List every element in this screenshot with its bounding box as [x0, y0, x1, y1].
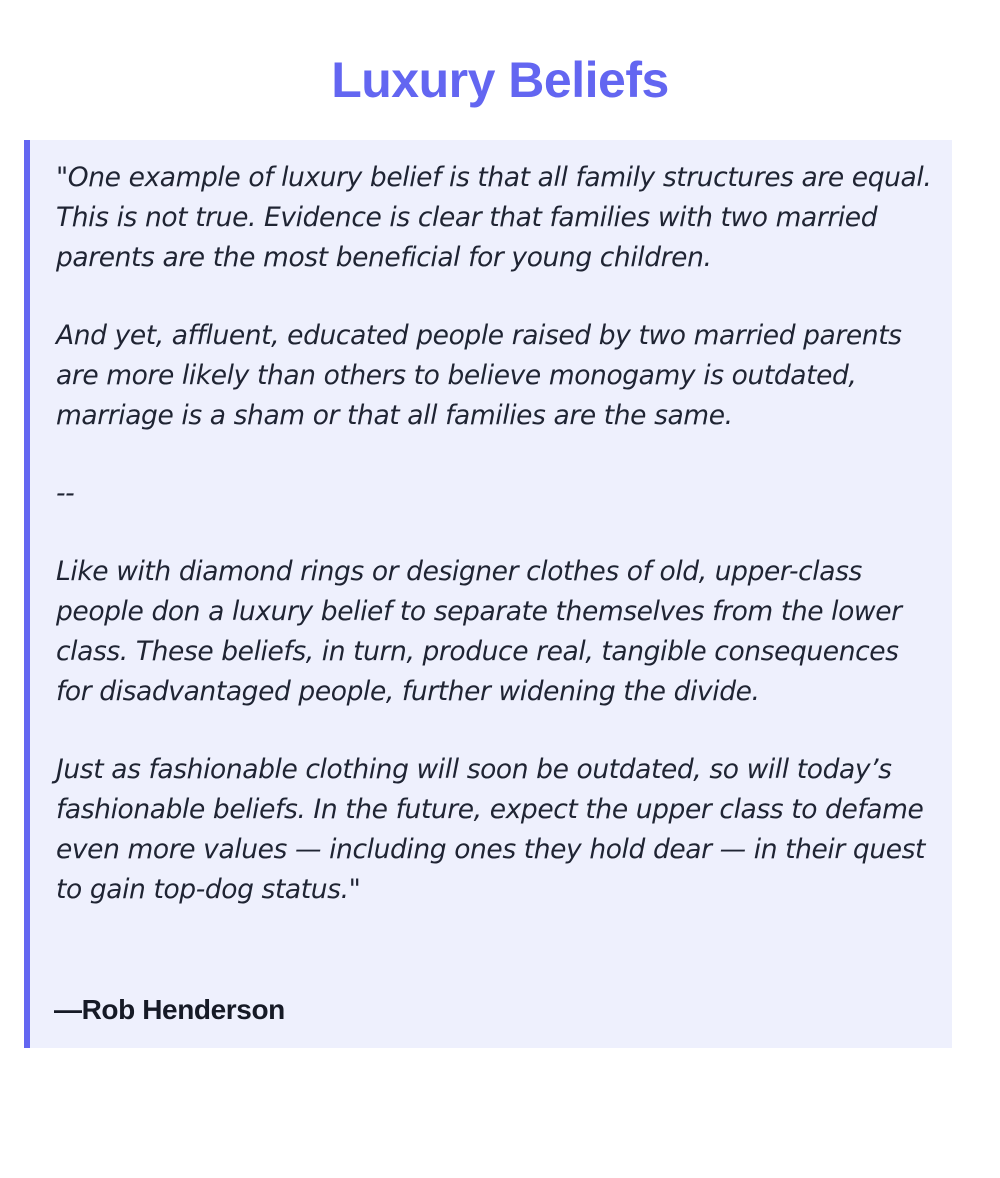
quote-paragraph-4: Just as fashionable clothing will soon be outdated, so will today’s fashionable beliefs. In the future, expect the upper class to defame even more values — including ones they hold dear — in their quest to gain top-dog status." [56, 754, 926, 905]
quote-attribution: —Rob Henderson [54, 994, 285, 1025]
blockquote [24, 140, 952, 1048]
page-title: Luxury Beliefs [331, 52, 669, 108]
quote-paragraph-3: Like with diamond rings or designer clothes of old, upper-class people don a luxury belief to separate themselves from the lower class. These beliefs, in turn, produce real, tangible consequences for disadvantaged people, further widening the divide. [56, 556, 902, 707]
quote-separator: -- [56, 478, 75, 509]
quote-paragraph-1: "One example of luxury belief is that all family structures are equal. This is not true. Evidence is clear that families with two married parents are the most beneficial for young children. [56, 162, 932, 273]
quote-paragraph-2: And yet, affluent, educated people raised by two married parents are more likely than others to believe monogamy is outdated, marriage is a sham or that all families are the same. [56, 320, 902, 431]
